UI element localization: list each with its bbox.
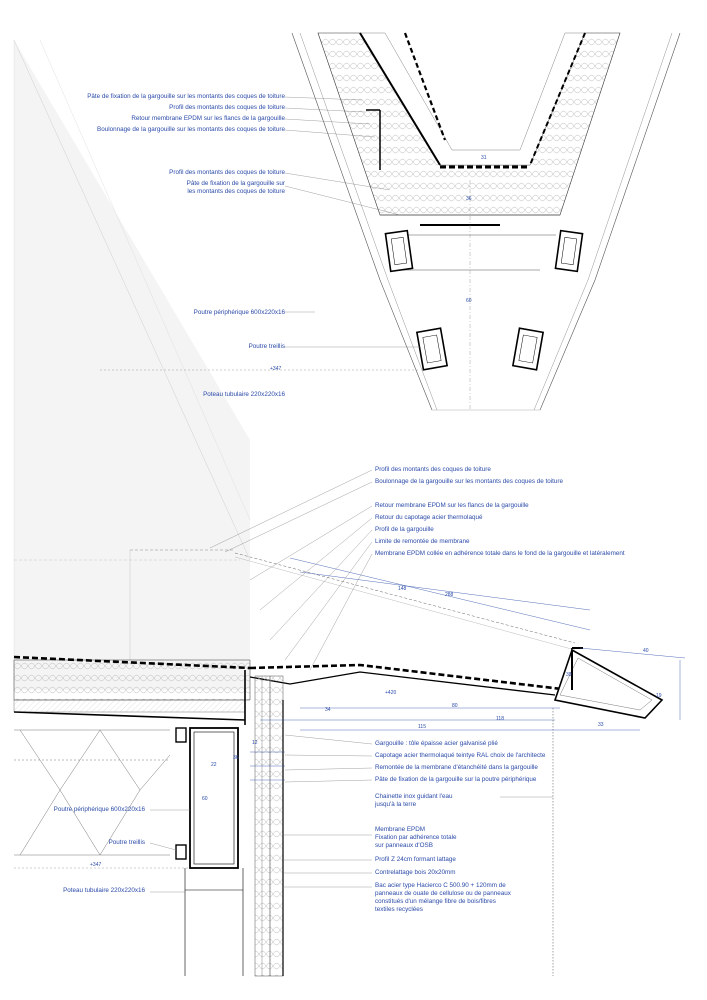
label-bottom-perimeter-beam: Poutre périphérique 600x220x16 [53, 806, 145, 813]
dim-top-60: 60 [466, 298, 472, 304]
background-roof-plane [14, 40, 250, 690]
label-epdm-osb: Membrane EPDM Fixation par adhérence totale sur panneaux d'OSB [375, 826, 457, 849]
label-top-epdm-return: Retour membrane EPDM sur les flancs de la gargouille [131, 115, 285, 122]
label-steel-chain: Chainette inox guidant l'eau jusqu'à la terre [375, 793, 453, 808]
label-steel-cover: Capotage acier thermolaqué teintye RAL choix de l'architecte [375, 752, 546, 759]
label-top-fixing-paste: Pâte de fixation de la gargouille sur les montants des coques de toiture [87, 93, 285, 100]
label-bottom-tubular-post: Poteau tubulaire 220x220x16 [63, 887, 145, 894]
dim-33: 33 [598, 722, 604, 728]
label-top-fixing-paste-2: Pâte de fixation de la gargouille sur les montants des coques de toiture [186, 180, 285, 195]
label-bottom-level: +347 [90, 862, 102, 868]
dim-12: 12 [252, 740, 258, 746]
label-top-upright-profile: Profil des montants des coques de toiture [169, 104, 285, 111]
dim-80: 80 [452, 703, 458, 709]
dim-118: 118 [496, 716, 504, 722]
dim-36: 36 [233, 755, 239, 761]
label-bottom-epdm-return: Retour membrane EPDM sur les flancs de la gargouille [375, 502, 529, 509]
label-bottom-gutter-profile: Profil de la gargouille [375, 526, 434, 533]
label-bottom-truss-beam: Poutre treillis [108, 839, 145, 846]
dim-top-31: 31 [481, 155, 487, 161]
dim-19: 19 [656, 693, 662, 699]
dim-60: 60 [202, 796, 208, 802]
label-top-bolting: Boulonnage de la gargouille sur les montants des coques de toiture [97, 126, 285, 133]
label-membrane-upturn: Remontée de la membrane d'étanchéité dans la gargouille [375, 764, 538, 771]
label-z-profile: Profil Z 24cm formant lattage [375, 856, 456, 863]
label-gargoyle-sheet: Gargouille : tôle épaisse acier galvanisé plié [375, 740, 498, 747]
dim-40: 40 [643, 648, 649, 654]
dim-22: 22 [211, 762, 217, 768]
label-bottom-cover-return: Retour du capotage acier thermolaqué [375, 514, 483, 521]
dim-top-36: 36 [466, 196, 472, 202]
label-steel-deck: Bac acier type Haciercо C 500.90 + 120mm de panneaux de ouate de cellulose ou de panneaux constitués d'un mélange fibre de bois/fibres textiles recyclées [375, 882, 511, 913]
label-counter-batten: Contrelattage bois 20x20mm [375, 869, 456, 876]
label-bottom-bolting: Boulonnage de la gargouille sur les montants des coques de toiture [375, 478, 563, 485]
label-top-tubular-post: Poteau tubulaire 220x220x16 [203, 391, 285, 398]
dim-level-420: +420 [385, 690, 397, 696]
dim-148: 148 [398, 586, 407, 592]
dim-288: 288 [445, 592, 454, 598]
label-bottom-membrane-limit: Limite de remontée de membrane [375, 538, 470, 545]
label-fixing-paste-beam: Pâte de fixation de la gargouille sur la poutre périphérique [375, 776, 537, 783]
label-bottom-upright-profile: Profil des montants des coques de toiture [375, 466, 491, 473]
dim-115: 115 [418, 724, 426, 730]
label-top-perimeter-beam: Poutre périphérique 600x220x16 [193, 309, 285, 316]
label-top-level: +347 [270, 366, 282, 372]
dim-34: 34 [325, 707, 331, 713]
label-top-truss-beam: Poutre treillis [248, 343, 285, 350]
label-top-upright-profile-2: Profil des montants des coques de toiture [169, 169, 285, 176]
dim-39: 39 [566, 672, 572, 678]
label-bottom-epdm-bonded: Membrane EPDM collée en adhérence totale dans le fond de la gargouille et latéralement [375, 550, 625, 557]
